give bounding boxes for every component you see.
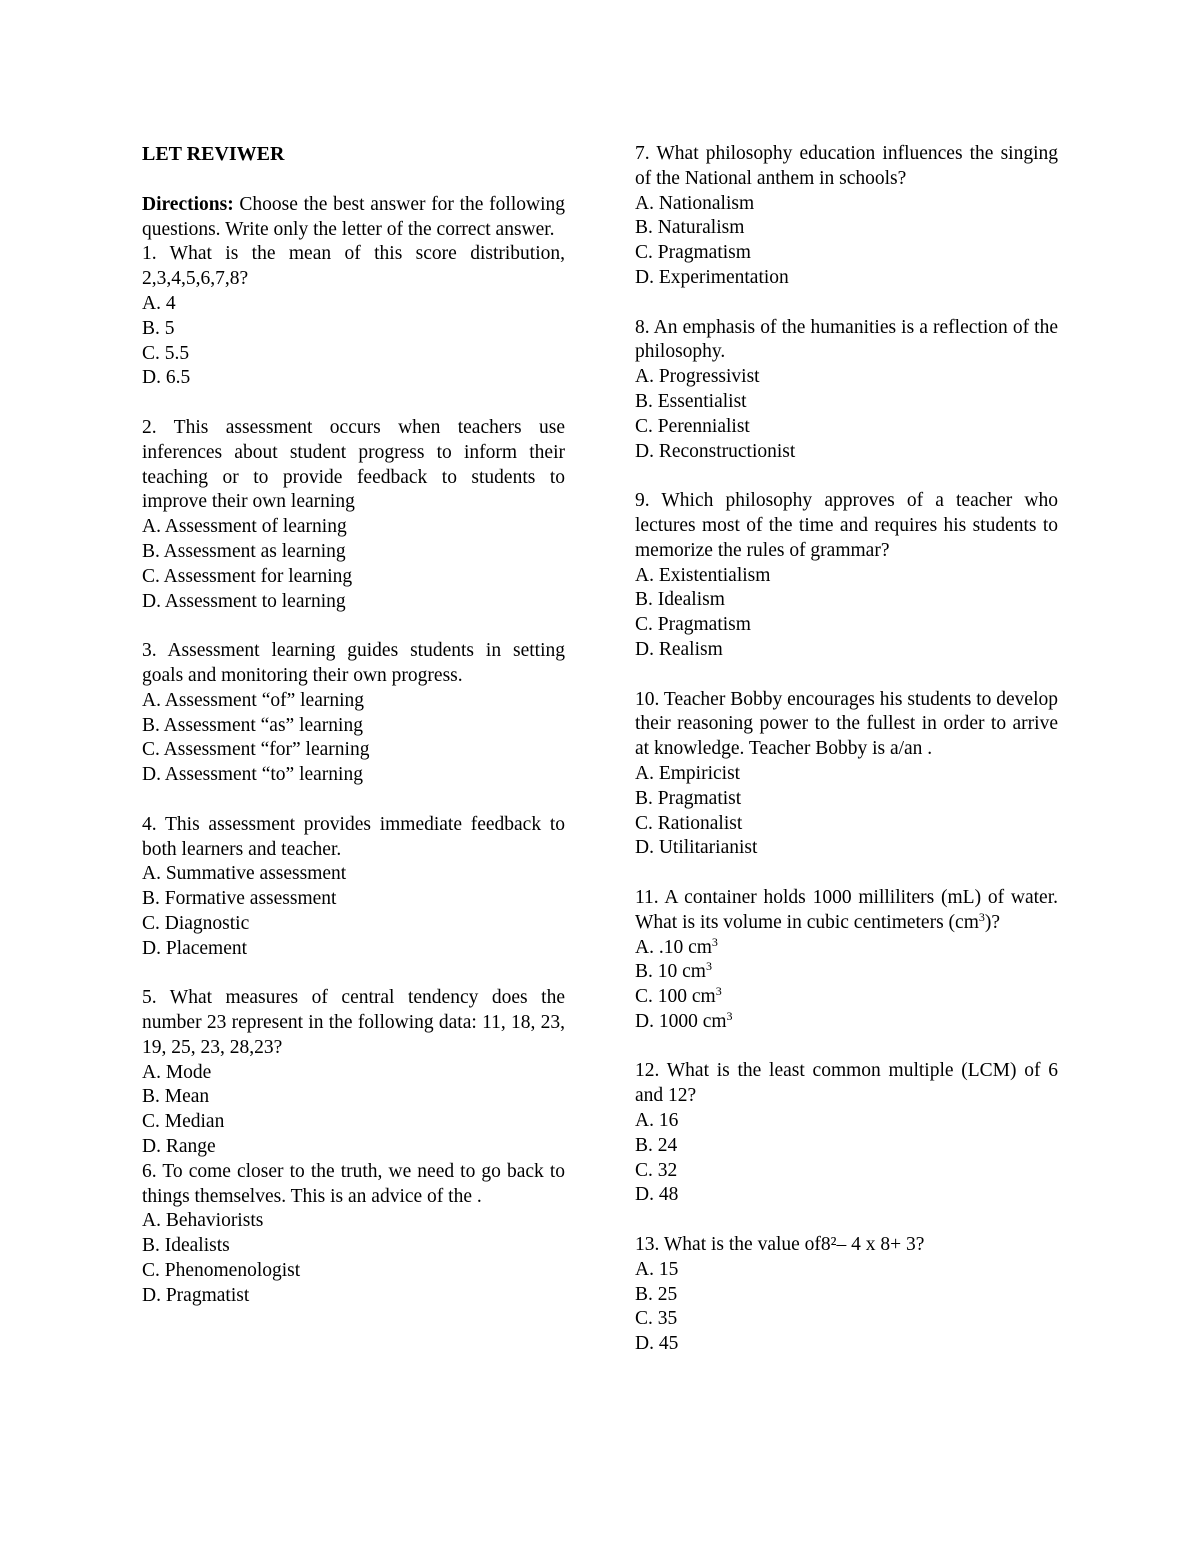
option-b: B. Essentialist (635, 390, 747, 412)
option-b: B. 25 (635, 1283, 678, 1305)
question-stem: 10. Teacher Bobby encourages his students to develop their reasoning power to the fullest in order to arrive at knowledge. Teacher Bobby is a/an . (635, 688, 1058, 760)
option-a: A. Empiricist (635, 762, 741, 784)
option-c: C. Phenomenologist (142, 1260, 301, 1282)
option-b: B. Naturalism (635, 217, 745, 239)
option-a: A. Existentialism (635, 564, 771, 586)
right-column (635, 142, 1058, 1357)
option-c (635, 985, 1058, 1010)
question-12 (635, 1059, 1058, 1208)
option-b: B. Assessment as learning (142, 540, 346, 562)
option-a: A. Mode (142, 1061, 212, 1083)
option-d: D. 48 (635, 1184, 679, 1206)
option-b: B. Assessment “as” learning (142, 714, 363, 736)
option-d: D. Reconstructionist (635, 440, 796, 462)
option-b: B. Pragmatist (635, 787, 742, 809)
superscript: 3 (726, 1008, 733, 1023)
question-9 (635, 489, 1058, 663)
option-a: A. Assessment of learning (142, 516, 347, 538)
question-stem: 7. What philosophy education influences the singing of the National anthem in schools? (635, 143, 1058, 189)
option-b: B. 5 (142, 317, 175, 339)
option-d: D. 45 (635, 1333, 679, 1355)
question-stem: 1. What is the mean of this score distribution, 2,3,4,5,6,7,8? (142, 243, 565, 290)
option-c: C. 35 (635, 1308, 678, 1330)
question-stem: 12. What is the least common multiple (LCM) of 6 and 12? (635, 1060, 1058, 1107)
option-a: A. Behaviorists (142, 1210, 264, 1232)
left-column (142, 142, 565, 1333)
option-d: D. Realism (635, 638, 723, 660)
question-4 (142, 813, 565, 962)
question-1 (142, 242, 565, 391)
question-stem: 6. To come closer to the truth, we need to go back to things themselves. This is an advice of the . (142, 1160, 565, 1207)
option-d: D. Pragmatist (142, 1284, 250, 1306)
option-b: B. 24 (635, 1134, 678, 1156)
option-a: A. 4 (142, 292, 176, 314)
option-c: C. 5.5 (142, 342, 190, 364)
question-2 (142, 416, 565, 614)
option-text: C. 100 cm (635, 986, 716, 1008)
option-a: A. Assessment “of” learning (142, 689, 365, 711)
page-title: LET REVIWER (142, 143, 285, 165)
option-b: B. Idealism (635, 589, 725, 611)
question-6 (142, 1160, 565, 1309)
option-c: C. Median (142, 1111, 225, 1133)
question-stem: 5. What measures of central tendency does the number 23 represent in the following data: 11, 18, 23, 19, 25, 23, 28,23? (142, 987, 565, 1058)
option-b: B. Idealists (142, 1235, 230, 1257)
option-a: A. 15 (635, 1258, 679, 1280)
option-text: B. 10 cm (635, 961, 706, 983)
option-d: D. Placement (142, 937, 248, 959)
question-stem-text: 11. A container holds 1000 milliliters (mL) of water. What is its volume in cubic centimeters (cm (635, 886, 1058, 933)
option-d: D. Assessment to learning (142, 590, 346, 612)
question-8 (635, 316, 1058, 465)
question-stem (635, 886, 1058, 936)
option-c: C. Rationalist (635, 812, 743, 834)
option-c: C. Assessment for learning (142, 565, 353, 587)
option-c: C. Pragmatism (635, 614, 751, 636)
option-c: C. Assessment “for” learning (142, 739, 370, 761)
question-13 (635, 1233, 1058, 1357)
option-text: A. .10 cm (635, 936, 712, 958)
option-d: D. Experimentation (635, 266, 789, 288)
option-a: A. Progressivist (635, 366, 760, 388)
directions-text: Choose the best answer for the following questions. Write only the letter of the correct answer. (142, 193, 565, 240)
option-b: B. Mean (142, 1086, 210, 1108)
question-5 (142, 986, 565, 1160)
option-d: D. Assessment “to” learning (142, 764, 363, 786)
option-a: A. 16 (635, 1110, 679, 1132)
question-3 (142, 639, 565, 788)
question-stem: 2. This assessment occurs when teachers use inferences about student progress to inform their teaching or to provide feedback to students to improve their own learning (142, 416, 565, 513)
superscript: 3 (715, 984, 722, 999)
option-a: A. Nationalism (635, 192, 755, 214)
question-7 (635, 142, 1058, 291)
superscript: 3 (978, 909, 985, 924)
superscript: 3 (705, 959, 712, 974)
question-stem: 8. An emphasis of the humanities is a reflection of the philosophy. (635, 316, 1058, 363)
option-c: C. Perennialist (635, 415, 750, 437)
superscript: 3 (711, 934, 718, 949)
question-stem: 4. This assessment provides immediate feedback to both learners and teacher. (142, 813, 565, 860)
directions (142, 193, 565, 243)
option-d: D. Range (142, 1136, 216, 1158)
question-11 (635, 886, 1058, 1035)
option-d (635, 1010, 1058, 1035)
option-b (635, 960, 1058, 985)
option-text: D. 1000 cm (635, 1010, 727, 1032)
option-a (635, 936, 1058, 961)
question-stem: 13. What is the value of8²– 4 x 8+ 3? (635, 1234, 925, 1256)
option-a: A. Summative assessment (142, 863, 347, 885)
directions-label: Directions: (142, 193, 234, 215)
option-b: B. Formative assessment (142, 888, 337, 910)
option-d: D. Utilitarianist (635, 837, 758, 859)
question-10 (635, 688, 1058, 862)
option-c: C. Pragmatism (635, 242, 751, 264)
question-stem: 3. Assessment learning guides students in setting goals and monitoring their own progress. (142, 640, 565, 686)
question-stem-end: )? (984, 911, 1001, 933)
option-c: C. Diagnostic (142, 912, 250, 934)
option-d: D. 6.5 (142, 367, 191, 389)
question-stem: 9. Which philosophy approves of a teacher who lectures most of the time and requires his students to memorize the rules of grammar? (635, 490, 1058, 561)
option-c: C. 32 (635, 1159, 678, 1181)
